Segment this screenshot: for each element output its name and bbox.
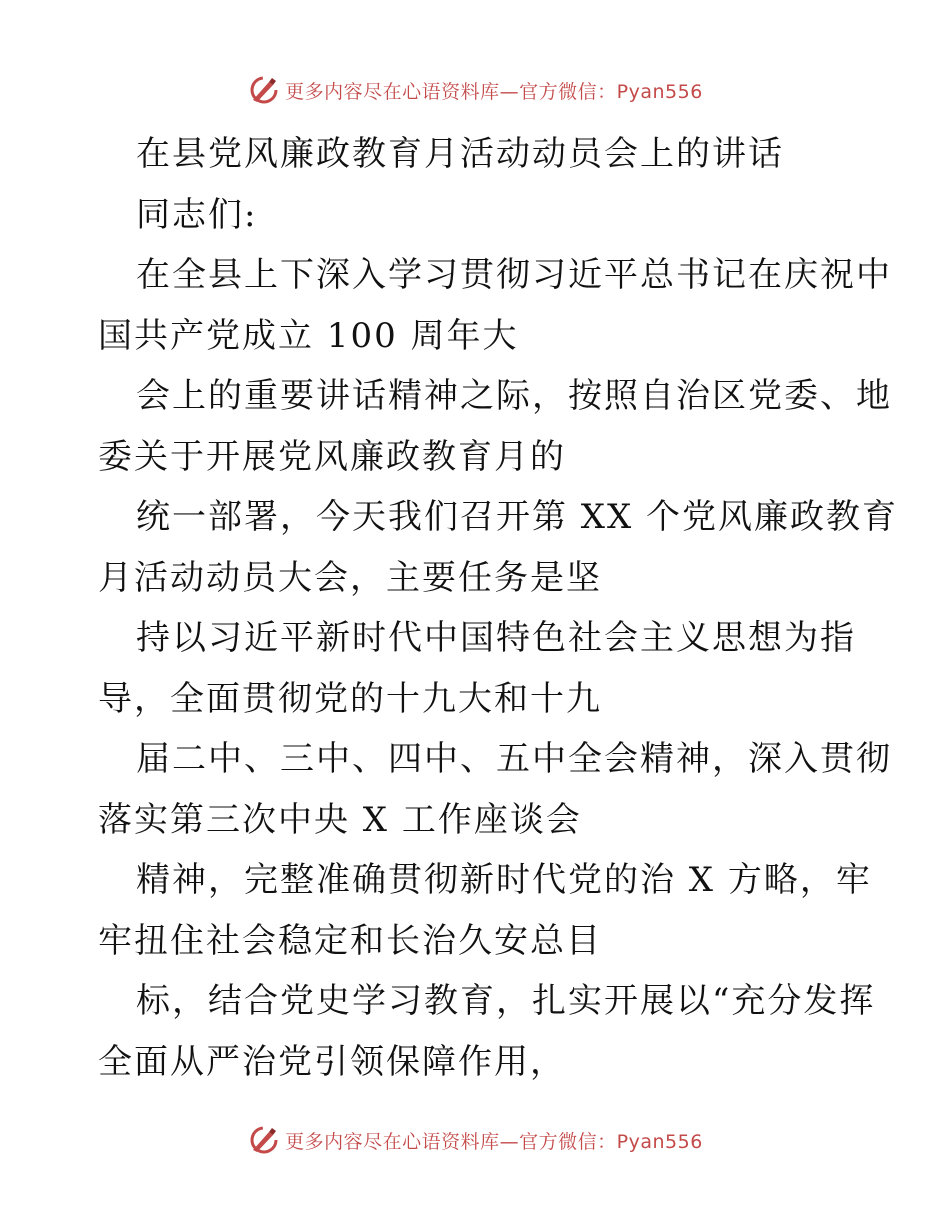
paragraph-line: 会上的重要讲话精神之际，按照自治区党委、地 bbox=[136, 376, 892, 416]
footer-banner-text: 更多内容尽在心语资料库—官方微信：Pyan556 bbox=[285, 1130, 703, 1153]
paragraph-line: 在全县上下深入学习贯彻习近平总书记在庆祝中 bbox=[136, 255, 892, 295]
salutation: 同志们: bbox=[136, 194, 258, 235]
paragraph-line: 导，全面贯彻党的十九大和十九 bbox=[98, 678, 602, 719]
paragraph-line: 统一部署，今天我们召开第 XX 个党风廉政教育 bbox=[136, 497, 899, 537]
paragraph-line: 标，结合党史学习教育，扎实开展以“充分发挥 bbox=[136, 981, 876, 1021]
paragraph-line: 月活动动员大会，主要任务是坚 bbox=[98, 557, 602, 598]
document-title: 在县党风廉政教育月活动动员会上的讲话 bbox=[136, 134, 784, 174]
document-body bbox=[98, 124, 899, 1092]
paragraph-line: 精神，完整准确贯彻新时代党的治 X 方略，牢 bbox=[136, 860, 872, 900]
pen-swirl-logo-icon bbox=[247, 73, 281, 107]
paragraph-line: 国共产党成立 100 周年大 bbox=[98, 315, 519, 356]
pen-swirl-logo-icon bbox=[247, 1123, 281, 1157]
footer-banner bbox=[0, 1120, 950, 1160]
paragraph-line: 委关于开展党风廉政教育月的 bbox=[98, 436, 566, 477]
header-banner bbox=[0, 70, 950, 110]
paragraph-line: 持以习近平新时代中国特色社会主义思想为指 bbox=[136, 618, 856, 658]
paragraph-line: 全面从严治党引领保障作用， bbox=[98, 1041, 566, 1082]
header-banner-text: 更多内容尽在心语资料库—官方微信：Pyan556 bbox=[285, 80, 703, 103]
paragraph-line: 落实第三次中央 X 工作座谈会 bbox=[98, 799, 582, 840]
paragraph-line: 牢扭住社会稳定和长治久安总目 bbox=[98, 920, 602, 961]
paragraph-line: 届二中、三中、四中、五中全会精神，深入贯彻 bbox=[136, 739, 892, 779]
